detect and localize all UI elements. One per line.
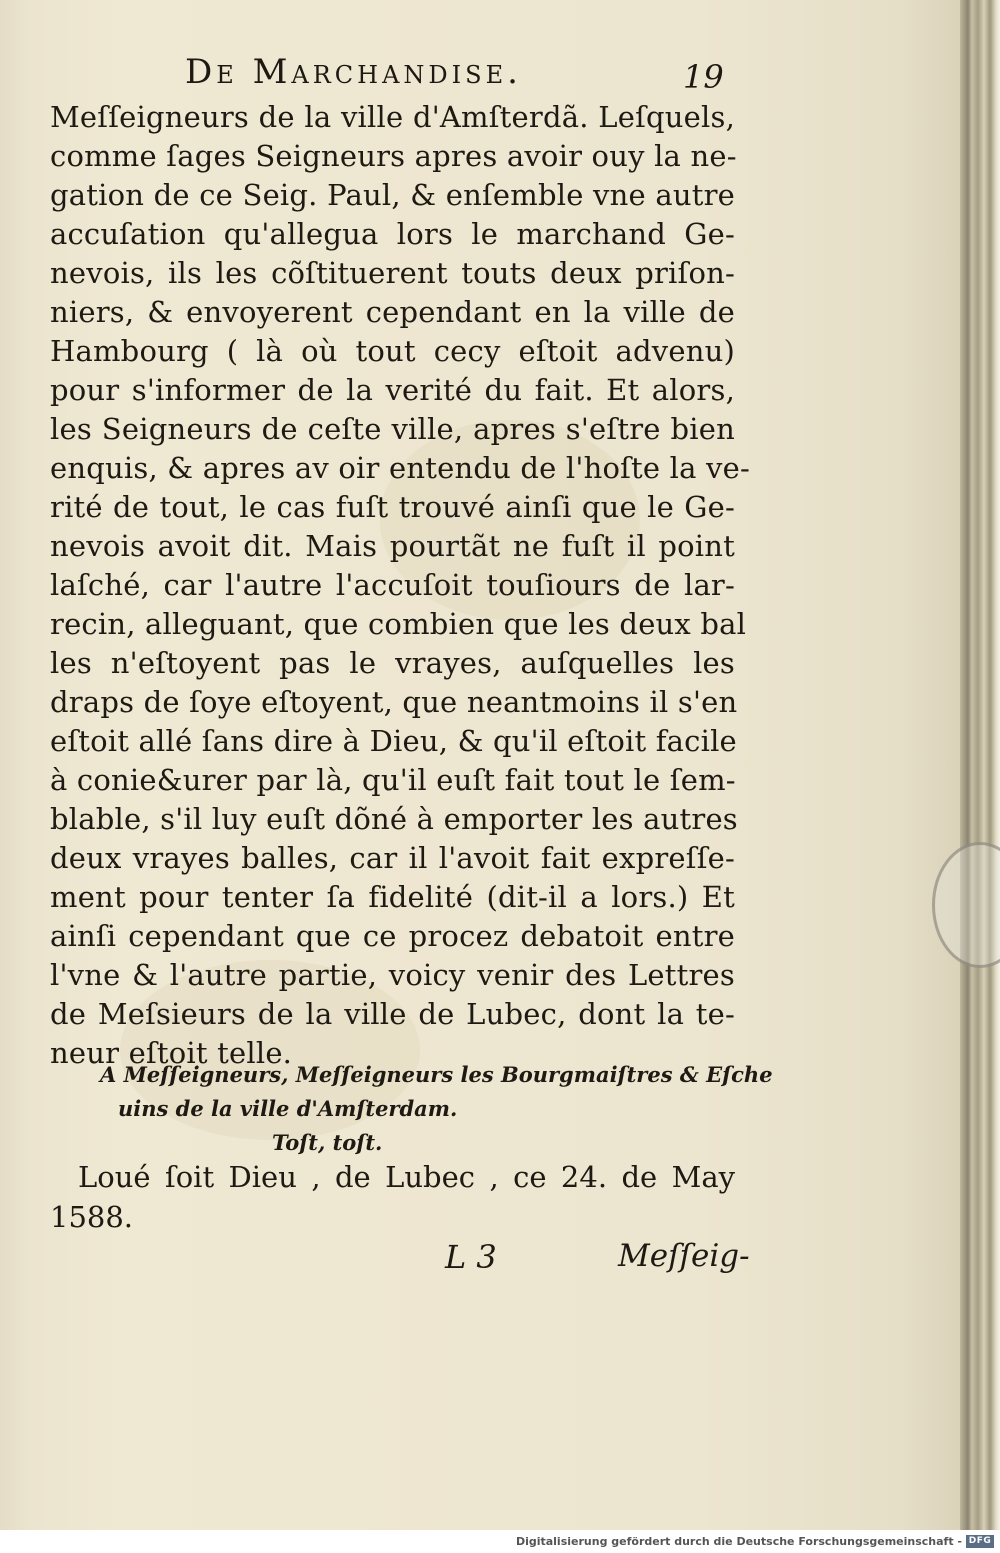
text-line: draps de ſoye eſtoyent, que neantmoins il s'en [50,685,738,719]
address-line: A Meſſeigneurs, Meſſeigneurs les Bourgmaiſtres & Eſche [100,1062,773,1087]
text-line: pour s'informer de la verité du fait. Et alors, [50,373,735,407]
text-line: à conie&urer par là, qu'il euſt fait tout le ſem- [50,763,736,797]
body-text [50,98,751,1073]
text-line: recin, alleguant, que combien que les deux bal [50,607,747,641]
text-line: l'vne & l'autre partie, voicy venir des Lettres [50,958,735,992]
text-line: neur eſtoit telle. [50,1036,293,1070]
text-line: rité de tout, le cas fuſt trouvé ainſi que le Ge- [50,490,735,524]
dfg-logo-icon: DFG [966,1535,994,1548]
text-line: nevois avoit dit. Mais pourtãt ne fuſt il point [50,529,735,563]
text-line: enquis, & apres av oir entendu de l'hoſte la ve- [50,451,751,485]
text-line: ainſi cependant que ce procez debatoit entre [50,919,735,953]
text-line: de Meſsieurs de la ville de Lubec, dont la te- [50,997,735,1031]
text-line: comme ſages Seigneurs apres avoir ouy la ne- [50,139,737,173]
text-line: niers, & envoyerent cependant en la ville de [50,295,735,329]
text-line: deux vrayes balles, car il l'avoit fait expreſſe- [50,841,735,875]
catchword: Meſſeig- [618,1238,750,1274]
letter-dateline [50,1156,735,1236]
text-line: ment pour tenter ſa fidelité (dit-il a lors.) Et [50,880,735,914]
text-line: eſtoit allé ſans dire à Dieu, & qu'il eſtoit facile [50,724,737,758]
letter-address [100,1058,773,1160]
text-line: nevois, ils les cõſtituerent touts deux priſon- [50,256,735,290]
date-line: Loué ſoit Dieu , de Lubec , ce 24. de May [78,1160,735,1194]
address-line: uins de la ville d'Amſterdam. [118,1096,458,1121]
page-number: 19 [683,58,724,96]
text-line: accuſation qu'allegua lors le marchand Ge- [50,217,735,251]
running-head: De Marchandise. [185,52,522,92]
haste-note: Toſt, toſt. [272,1130,383,1155]
text-line: Hambourg ( là où tout cecy eſtoit advenu) [50,334,735,368]
text-line: Meſſeigneurs de la ville d'Amſterdã. Leſquels, [50,100,735,134]
text-line: gation de ce Seig. Paul, & enſemble vne autre [50,178,735,212]
text-line: laſché, car l'autre l'accuſoit touſiours de lar- [50,568,735,602]
signature-mark: L 3 [445,1238,497,1276]
text-line: blable, s'il luy euſt dõné à emporter les autres [50,802,738,836]
text-line: les n'eſtoyent pas le vrayes, auſquelles les [50,646,735,680]
text-line: les Seigneurs de ceſte ville, apres s'eſtre bien [50,412,735,446]
funding-credit: Digitalisierung gefördert durch die Deutsche Forschungsgemeinschaft - [515,1535,962,1548]
page-edge [960,0,1000,1530]
date-year: 1588. [50,1200,134,1234]
